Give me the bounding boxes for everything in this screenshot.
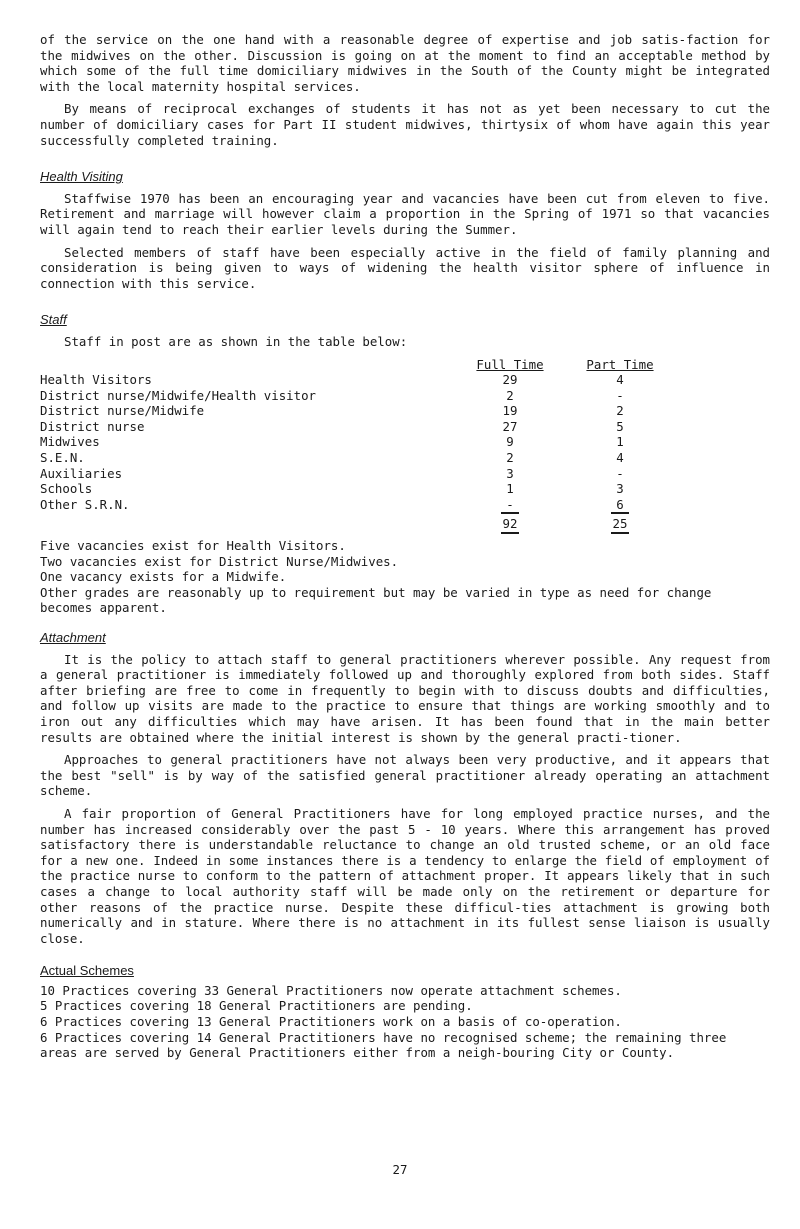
staff-row-full-time: 1 bbox=[506, 481, 514, 497]
staff-row-full-time: 9 bbox=[506, 434, 514, 450]
staff-row-label: Other S.R.N. bbox=[40, 497, 130, 513]
total-part-time: 25 bbox=[611, 513, 630, 534]
intro-paragraph-2: By means of reciprocal exchanges of students it has not as yet been necessary to cut the number of domiciliary cases for Part II student midwives, thirtysix of whom have again this year successfully completed training. bbox=[40, 101, 770, 148]
staff-row-label: District nurse/Midwife/Health visitor bbox=[40, 387, 317, 403]
staff-table-row bbox=[40, 450, 680, 466]
page-number: 27 bbox=[392, 1162, 408, 1177]
scheme-line: 6 Practices covering 14 General Practitioners have no recognised scheme; the remaining three areas are served by General Practitioners either from a neigh-bouring City or County. bbox=[40, 1029, 727, 1061]
scheme-line: 5 Practices covering 18 General Practitioners are pending. bbox=[40, 998, 473, 1014]
staff-row-full-time: 2 bbox=[506, 387, 514, 403]
col-part-time: Part Time bbox=[586, 356, 654, 372]
col-full-time: Full Time bbox=[476, 356, 544, 372]
health-visiting-paragraph-2: Selected members of staff have been especially active in the field of family planning and consideration is being given to ways of widening the health visitor sphere of influence in connection with this service. bbox=[40, 244, 770, 291]
staff-row-label: Auxiliaries bbox=[40, 465, 123, 481]
scheme-line: 6 Practices covering 13 General Practitioners work on a basis of co-operation. bbox=[40, 1014, 622, 1030]
staff-row-full-time: 27 bbox=[502, 418, 518, 434]
staff-table-row bbox=[40, 419, 680, 435]
actual-schemes-list bbox=[40, 983, 770, 1061]
vacancy-note: One vacancy exists for a Midwife. bbox=[40, 569, 287, 585]
health-visiting-heading: Health Visiting bbox=[40, 169, 123, 185]
staff-total-row bbox=[40, 513, 680, 534]
staff-table-row bbox=[40, 466, 680, 482]
total-full-time: 92 bbox=[501, 513, 520, 534]
staff-row-label: Midwives bbox=[40, 434, 100, 450]
staff-row-label: District nurse bbox=[40, 418, 145, 434]
vacancy-note: Five vacancies exist for Health Visitors. bbox=[40, 538, 346, 554]
staff-row-part-time: 6 bbox=[611, 497, 629, 514]
staff-table-row bbox=[40, 388, 680, 404]
staff-row-label: S.E.N. bbox=[40, 450, 85, 466]
staff-row-full-time: - bbox=[501, 497, 519, 514]
vacancy-note: Two vacancies exist for District Nurse/Midwives. bbox=[40, 553, 399, 569]
staff-row-label: Health Visitors bbox=[40, 372, 152, 388]
staff-intro: Staff in post are as shown in the table below: bbox=[64, 333, 408, 349]
staff-table-row bbox=[40, 403, 680, 419]
vacancy-notes bbox=[40, 538, 770, 616]
staff-row-part-time: 3 bbox=[616, 481, 624, 497]
actual-schemes-heading: Actual Schemes bbox=[40, 963, 134, 979]
staff-row-label: Schools bbox=[40, 481, 93, 497]
staff-table-row bbox=[40, 372, 680, 388]
staff-row-part-time: 4 bbox=[616, 372, 624, 388]
staff-row-full-time: 2 bbox=[506, 450, 514, 466]
staff-row-full-time: 29 bbox=[502, 372, 518, 388]
attachment-paragraph-1: It is the policy to attach staff to general practitioners wherever possible. Any request from a general practitioner is immediately followed up and thoroughly explored from both sides. Staff after briefing are free to come in frequently to begin with to discuss doubts and difficulties, and follow up visits are made to the practice to ensure that things are working smoothly and to iron out any difficulties which may have arisen. It has been found that in the main better results are obtained where the initial interest is shown by the general practi-tioner. bbox=[40, 651, 770, 745]
staff-table bbox=[40, 357, 680, 535]
health-visiting-paragraph-1: Staffwise 1970 has been an encouraging year and vacancies have been cut from eleven to five. Retirement and marriage will however claim a proportion in the Spring of 1971 so that vacancies will again tend to reach their earlier levels during the Summer. bbox=[40, 190, 770, 237]
staff-row-part-time: 5 bbox=[616, 418, 624, 434]
staff-table-row bbox=[40, 481, 680, 497]
staff-row-full-time: 3 bbox=[506, 465, 514, 481]
intro-paragraph-1: of the service on the one hand with a reasonable degree of expertise and job satis-faction for the midwives on the other. Discussion is going on at the moment to find an acceptable method by which some of the full time domiciliary midwives in the South of the County might be integrated with the local maternity hospital services. bbox=[40, 32, 770, 94]
staff-row-full-time: 19 bbox=[502, 403, 518, 419]
staff-table-header bbox=[40, 357, 680, 373]
staff-row-part-time: 1 bbox=[616, 434, 624, 450]
scheme-line: 10 Practices covering 33 General Practitioners now operate attachment schemes. bbox=[40, 982, 622, 998]
staff-row-part-time: - bbox=[616, 387, 624, 403]
staff-row-part-time: - bbox=[616, 465, 624, 481]
staff-row-part-time: 2 bbox=[616, 403, 624, 419]
attachment-paragraph-3: A fair proportion of General Practitioners have for long employed practice nurses, and the number has increased considerably over the past 5 - 10 years. Where this arrangement has proved satisfactory there is understandable reluctance to change an old trusted scheme, or an old face for a new one. Indeed in some instances there is a tendency to enlarge the field of employment of the practice nurse to conform to the pattern of attachment proper. It appears likely that in such cases a change to local authority staff will be made only on the retirement or departure for other reasons of the practice nurse. Despite these difficul-ties attachment is growing both numerically and in stature. Where there is no attachment in its fullest sense liaison is usually close. bbox=[40, 805, 770, 946]
staff-heading: Staff bbox=[40, 312, 67, 328]
staff-row-part-time: 4 bbox=[616, 450, 624, 466]
document-page bbox=[40, 32, 770, 1061]
staff-row-label: District nurse/Midwife bbox=[40, 403, 205, 419]
attachment-paragraph-2: Approaches to general practitioners have not always been very productive, and it appears that the best "sell" is by way of the satisfied general practitioner already operating an attachment scheme. bbox=[40, 752, 770, 799]
attachment-heading: Attachment bbox=[40, 630, 106, 645]
staff-table-row bbox=[40, 497, 680, 514]
staff-table-row bbox=[40, 434, 680, 450]
vacancy-note: Other grades are reasonably up to requirement but may be varied in type as need for change becomes apparent. bbox=[40, 584, 712, 616]
